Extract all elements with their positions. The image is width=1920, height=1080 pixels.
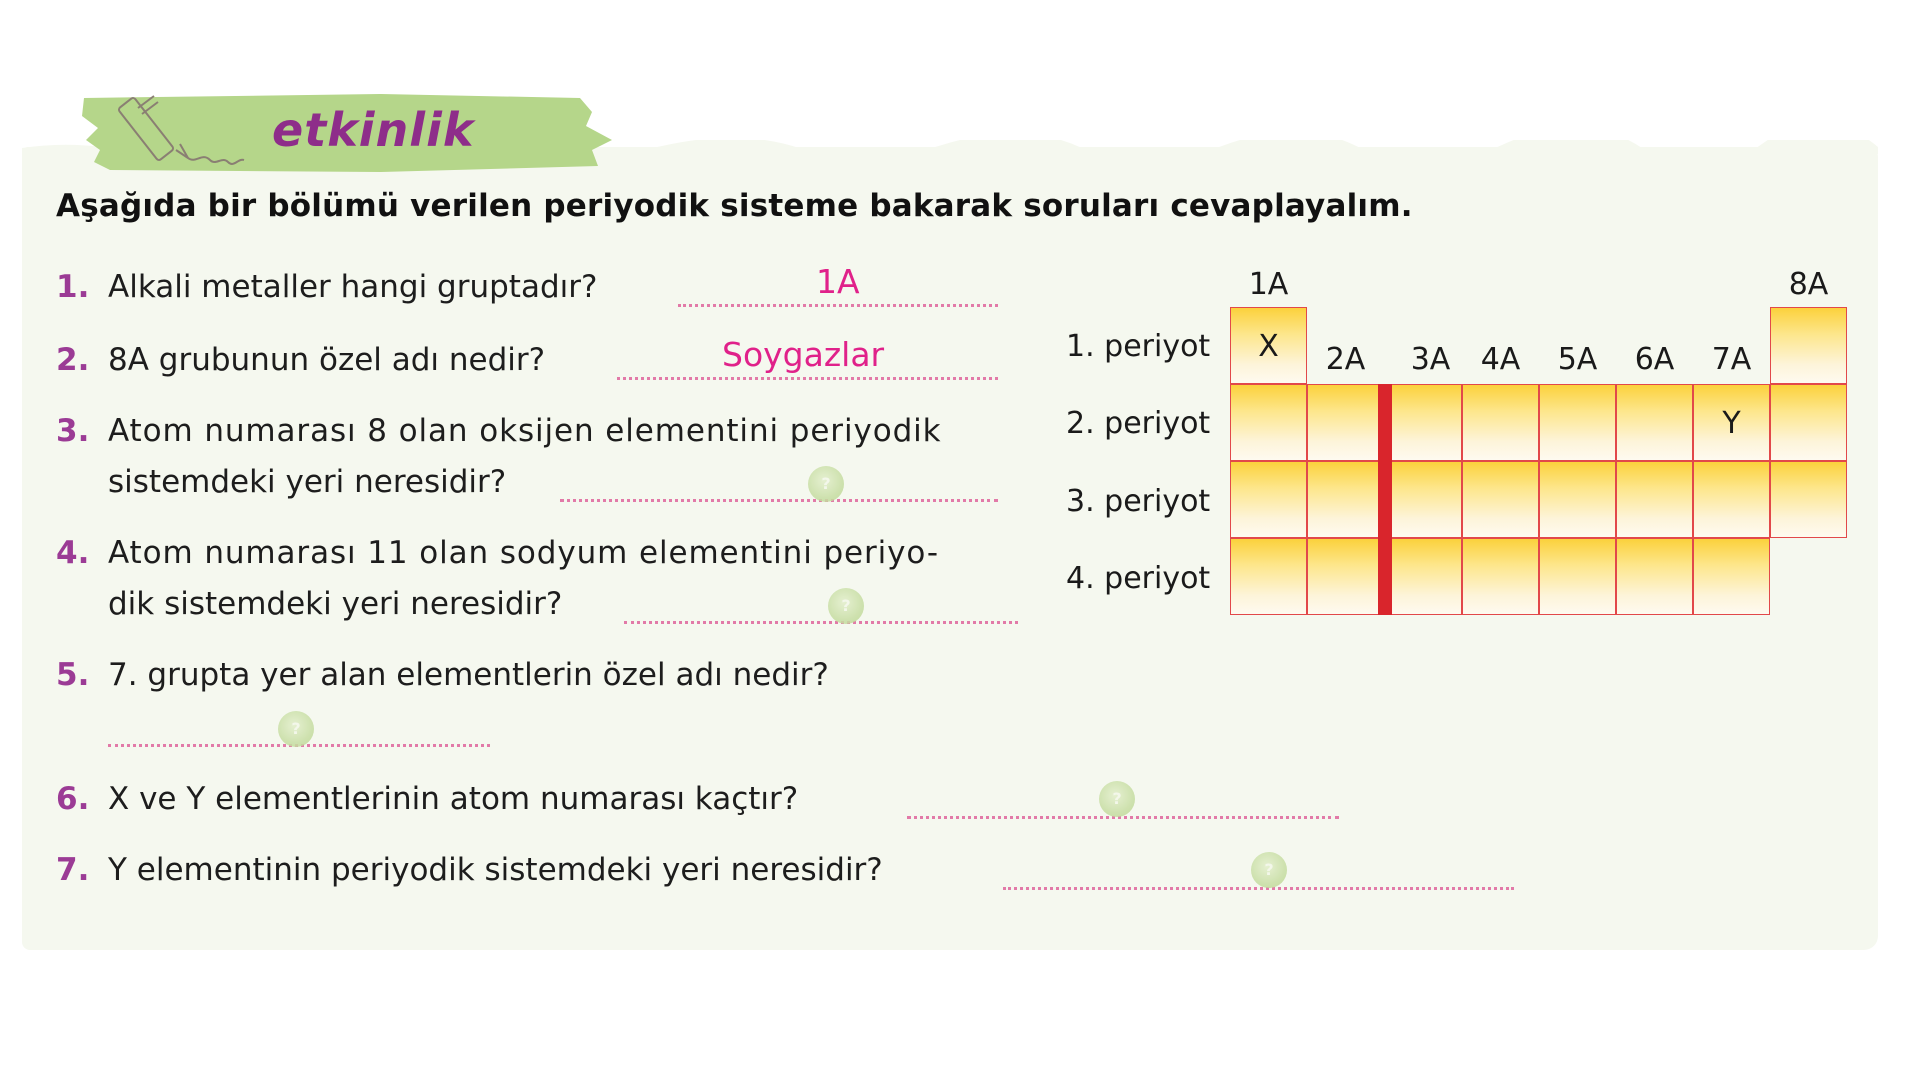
period-label-1: 1. periyot	[1066, 329, 1211, 364]
cell-p2-4a[interactable]	[1462, 384, 1539, 461]
cell-p4-3a[interactable]	[1385, 538, 1462, 615]
question-text: sistemdeki yeri neresidir?	[108, 464, 507, 500]
group-label-4a: 4A	[1480, 342, 1521, 377]
cell-p4-6a[interactable]	[1616, 538, 1693, 615]
cell-p3-2a[interactable]	[1307, 461, 1384, 538]
question-text: 8A grubunun özel adı nedir?	[108, 342, 546, 378]
cell-p4-4a[interactable]	[1462, 538, 1539, 615]
answer-line[interactable]	[617, 377, 998, 380]
group-label-8a: 8A	[1788, 267, 1829, 302]
group-label-2a: 2A	[1325, 342, 1366, 377]
group-label-7a: 7A	[1711, 342, 1752, 377]
cell-p2-8a[interactable]	[1770, 384, 1847, 461]
hint-bubble-icon[interactable]: ?	[1251, 852, 1287, 888]
cell-p2-7a[interactable]: Y	[1693, 384, 1770, 461]
answer-text: 1A	[816, 262, 860, 301]
answer-line[interactable]	[678, 304, 998, 307]
transition-metal-divider	[1378, 384, 1392, 615]
cell-p4-5a[interactable]	[1539, 538, 1616, 615]
answer-line[interactable]	[907, 816, 1339, 819]
cell-p4-1a[interactable]	[1230, 538, 1307, 615]
question-text: Alkali metaller hangi gruptadır?	[108, 269, 598, 305]
hint-bubble-icon[interactable]: ?	[278, 711, 314, 747]
cell-p2-3a[interactable]	[1385, 384, 1462, 461]
group-label-3a: 3A	[1410, 342, 1451, 377]
answer-line[interactable]	[624, 621, 1018, 624]
question-text: Y elementinin periyodik sistemdeki yeri neresidir?	[108, 852, 883, 888]
cell-p1-1a[interactable]: X	[1230, 307, 1307, 384]
cell-p1-8a[interactable]	[1770, 307, 1847, 384]
cell-p4-2a[interactable]	[1307, 538, 1384, 615]
question-text: Atom numarası 11 olan sodyum elementini periyo-	[108, 535, 939, 571]
instructions-text: Aşağıda bir bölümü verilen periyodik sisteme bakarak soruları cevaplayalım.	[56, 188, 1413, 224]
question-number: 6.	[56, 781, 90, 817]
question-text: 7. grupta yer alan elementlerin özel adı nedir?	[108, 657, 829, 693]
question-number: 1.	[56, 269, 90, 305]
group-label-5a: 5A	[1557, 342, 1598, 377]
cell-p2-1a[interactable]	[1230, 384, 1307, 461]
cell-p3-7a[interactable]	[1693, 461, 1770, 538]
cell-p3-6a[interactable]	[1616, 461, 1693, 538]
cell-p3-4a[interactable]	[1462, 461, 1539, 538]
group-label-1a: 1A	[1248, 267, 1289, 302]
hint-bubble-icon[interactable]: ?	[1099, 781, 1135, 817]
period-label-3: 3. periyot	[1066, 484, 1211, 519]
question-number: 7.	[56, 852, 90, 888]
cell-p3-8a[interactable]	[1770, 461, 1847, 538]
question-text: X ve Y elementlerinin atom numarası kaçtır?	[108, 781, 799, 817]
answer-line[interactable]	[1003, 887, 1514, 890]
cell-p4-7a[interactable]	[1693, 538, 1770, 615]
cell-p2-6a[interactable]	[1616, 384, 1693, 461]
cell-p3-1a[interactable]	[1230, 461, 1307, 538]
question-text: dik sistemdeki yeri neresidir?	[108, 586, 563, 622]
answer-line[interactable]	[560, 499, 998, 502]
period-label-4: 4. periyot	[1066, 561, 1211, 596]
question-number: 3.	[56, 413, 90, 449]
cell-p2-5a[interactable]	[1539, 384, 1616, 461]
cell-p3-3a[interactable]	[1385, 461, 1462, 538]
question-text: Atom numarası 8 olan oksijen elementini periyodik	[108, 413, 942, 449]
cell-p3-5a[interactable]	[1539, 461, 1616, 538]
pencil-icon	[118, 92, 258, 174]
answer-text: Soygazlar	[722, 335, 885, 374]
hint-bubble-icon[interactable]: ?	[828, 588, 864, 624]
group-label-6a: 6A	[1634, 342, 1675, 377]
question-number: 4.	[56, 535, 90, 571]
question-number: 2.	[56, 342, 90, 378]
cell-p2-2a[interactable]	[1307, 384, 1384, 461]
question-number: 5.	[56, 657, 90, 693]
hint-bubble-icon[interactable]: ?	[808, 466, 844, 502]
period-label-2: 2. periyot	[1066, 406, 1211, 441]
activity-title: etkinlik	[272, 103, 475, 157]
